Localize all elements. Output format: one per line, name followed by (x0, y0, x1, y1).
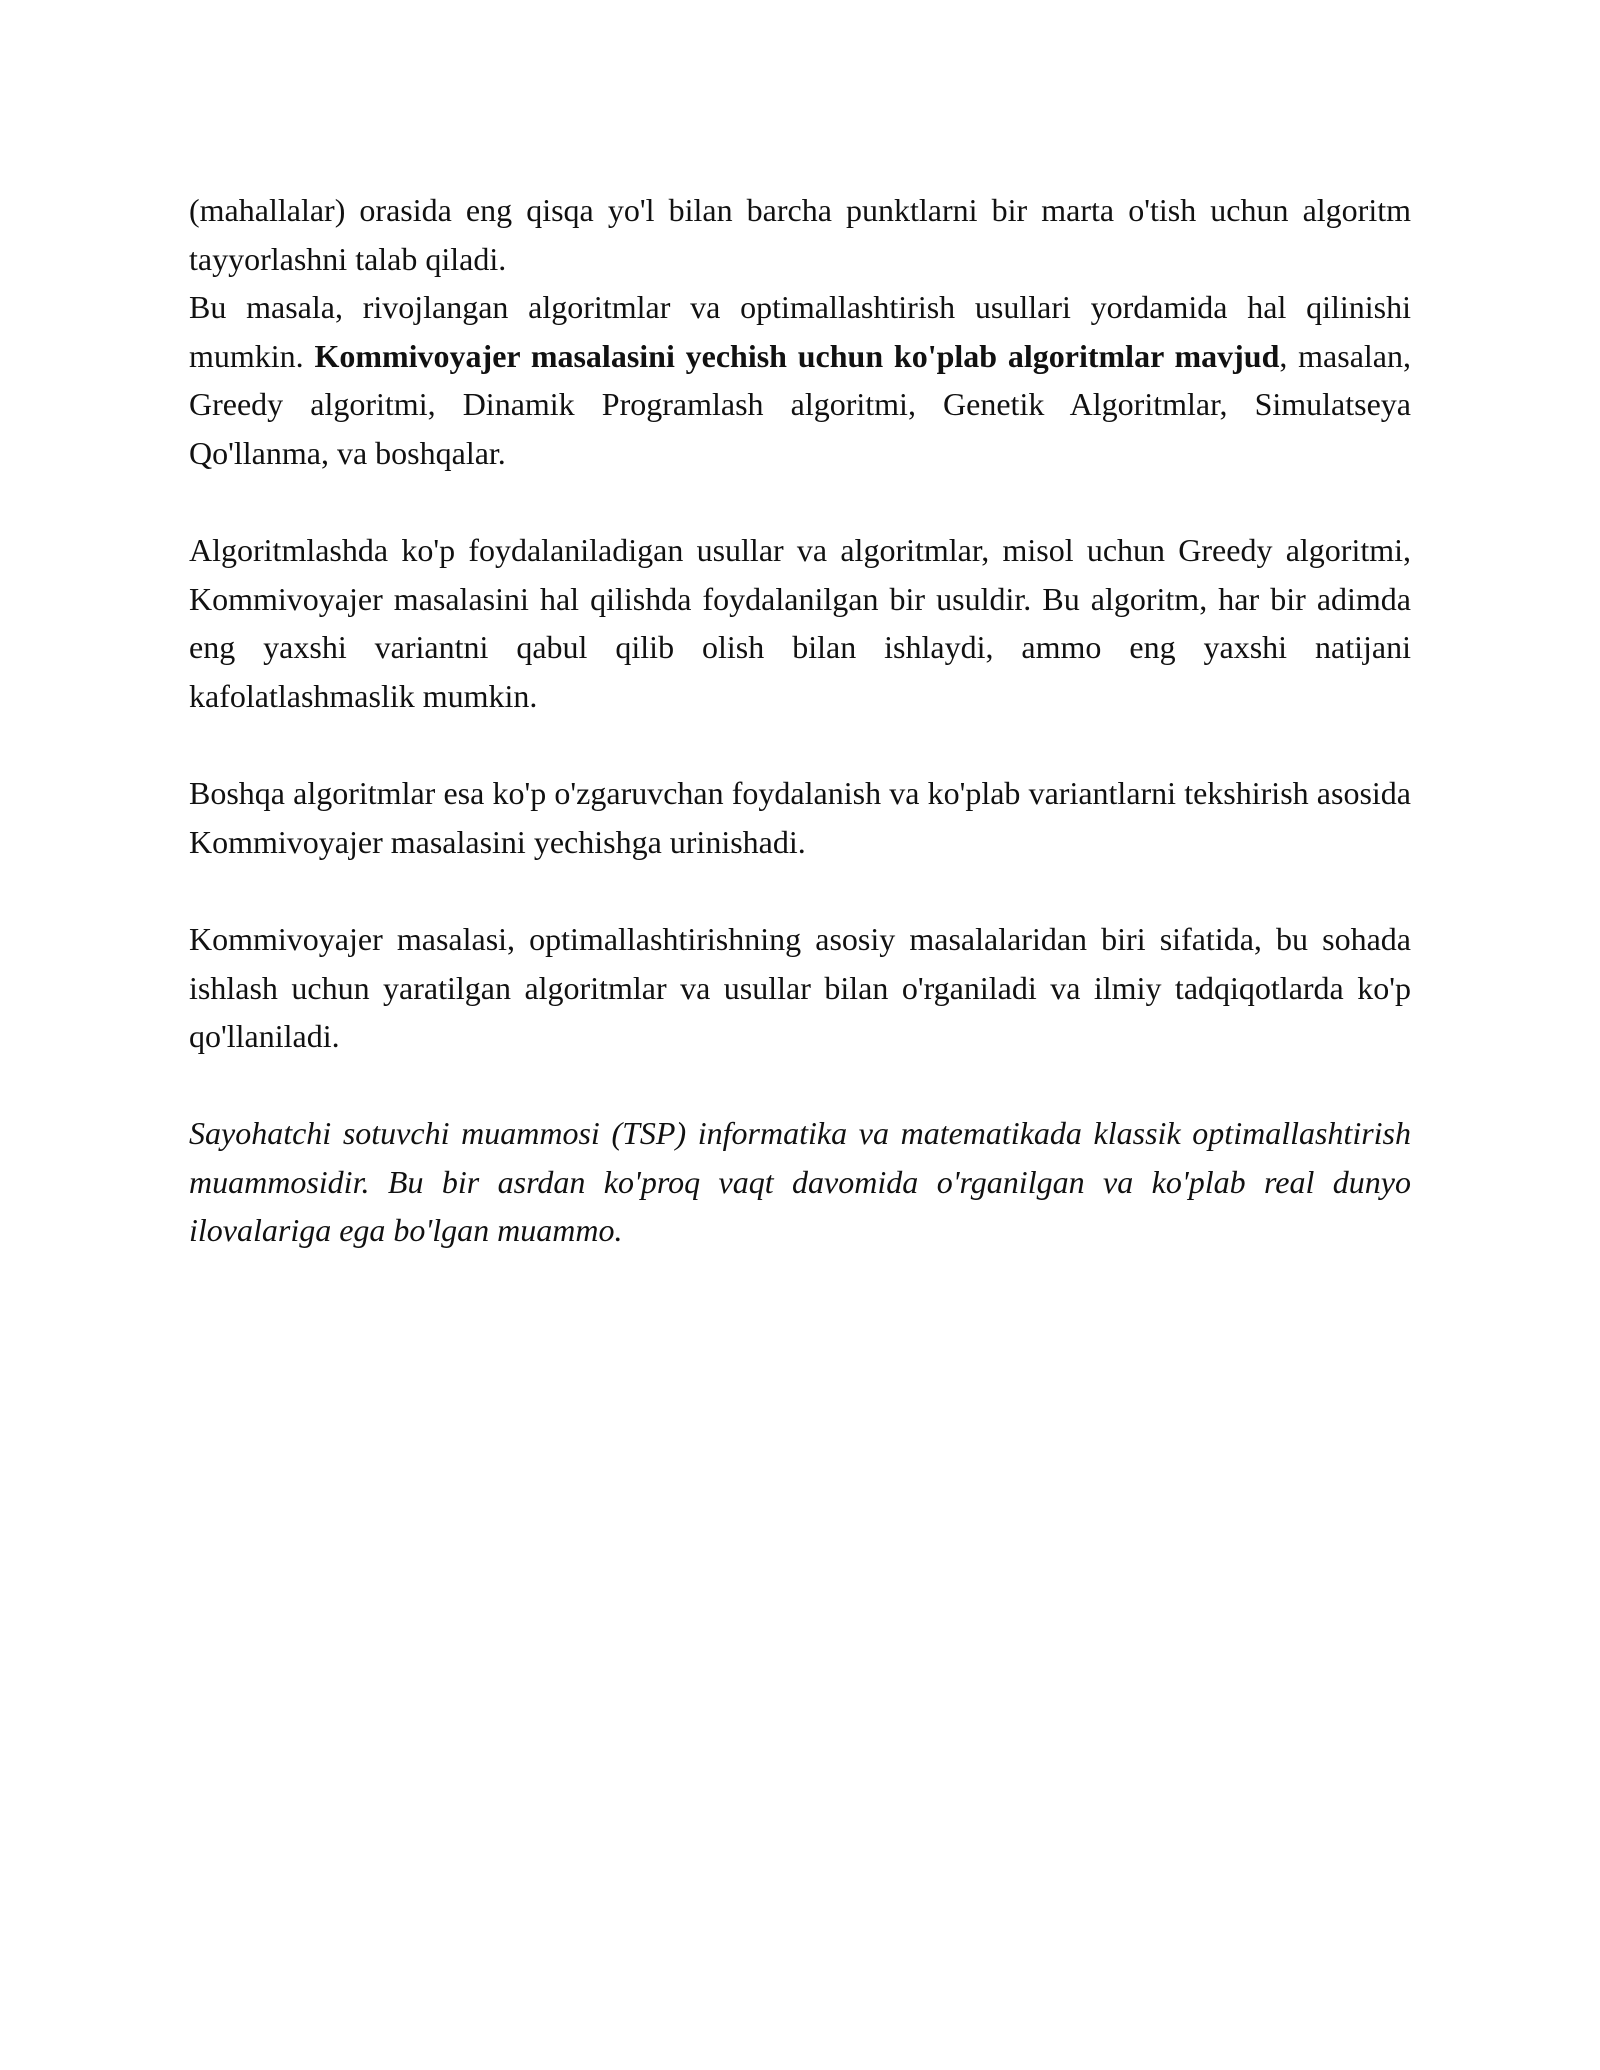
paragraph-tsp-italic: Sayohatchi sotuvchi muammosi (TSP) informatika va matematikada klassik optimallashtirish muammosidir. Bu bir asrdan ko'proq vaqt davomida o'rganilgan va ko'plab real dunyo ilovalariga ega bo'lgan muammo. (189, 1115, 1411, 1249)
paragraph-greedy: Algoritmlashda ko'p foydalaniladigan usullar va algoritmlar, misol uchun Greedy algoritmi, Kommivoyajer masalasini hal qilishda foydalanilgan bir usuldir. Bu algoritm, har bir adimda eng yaxshi variantni qabul qilib olish bilan ishlaydi, ammo eng yaxshi natijani kafolatlashmaslik mumkin. (189, 532, 1411, 714)
paragraph-algorithms-tail: , masalan, Greedy algoritmi, Dinamik Programlash algoritmi, Genetik Algoritmlar, Simulatseya Qo'llanma, va boshqalar. (189, 337, 1411, 471)
document-page (189, 186, 1411, 1255)
paragraph-other-algorithms: Boshqa algoritmlar esa ko'p o'zgaruvchan foydalanish va ko'plab variantlarni tekshirish asosida Kommivoyajer masalasini yechishga urinishadi. (189, 775, 1411, 860)
bold-statement: Kommivoyajer masalasini yechish uchun ko'plab algoritmlar mavjud (314, 337, 1280, 374)
paragraph-optimization: Kommivoyajer masalasi, optimallashtirishning asosiy masalalaridan biri sifatida, bu sohada ishlash uchun yaratilgan algoritmlar va usullar bilan o'rganiladi va ilmiy tadqiqotlarda ko'p qo'llaniladi. (189, 920, 1411, 1055)
paragraph-intro-continued: (mahallalar) orasida eng qisqa yo'l bilan barcha punktlarni bir marta o'tish uchun algoritm tayyorlashni talab qiladi. (189, 192, 1411, 277)
paragraph-algorithms-list (189, 283, 1411, 477)
paragraph-algorithms-lead: Bu masala, rivojlangan algoritmlar va optimallashtirish usullari yordamida hal qilinishi mumkin. (189, 289, 1411, 374)
